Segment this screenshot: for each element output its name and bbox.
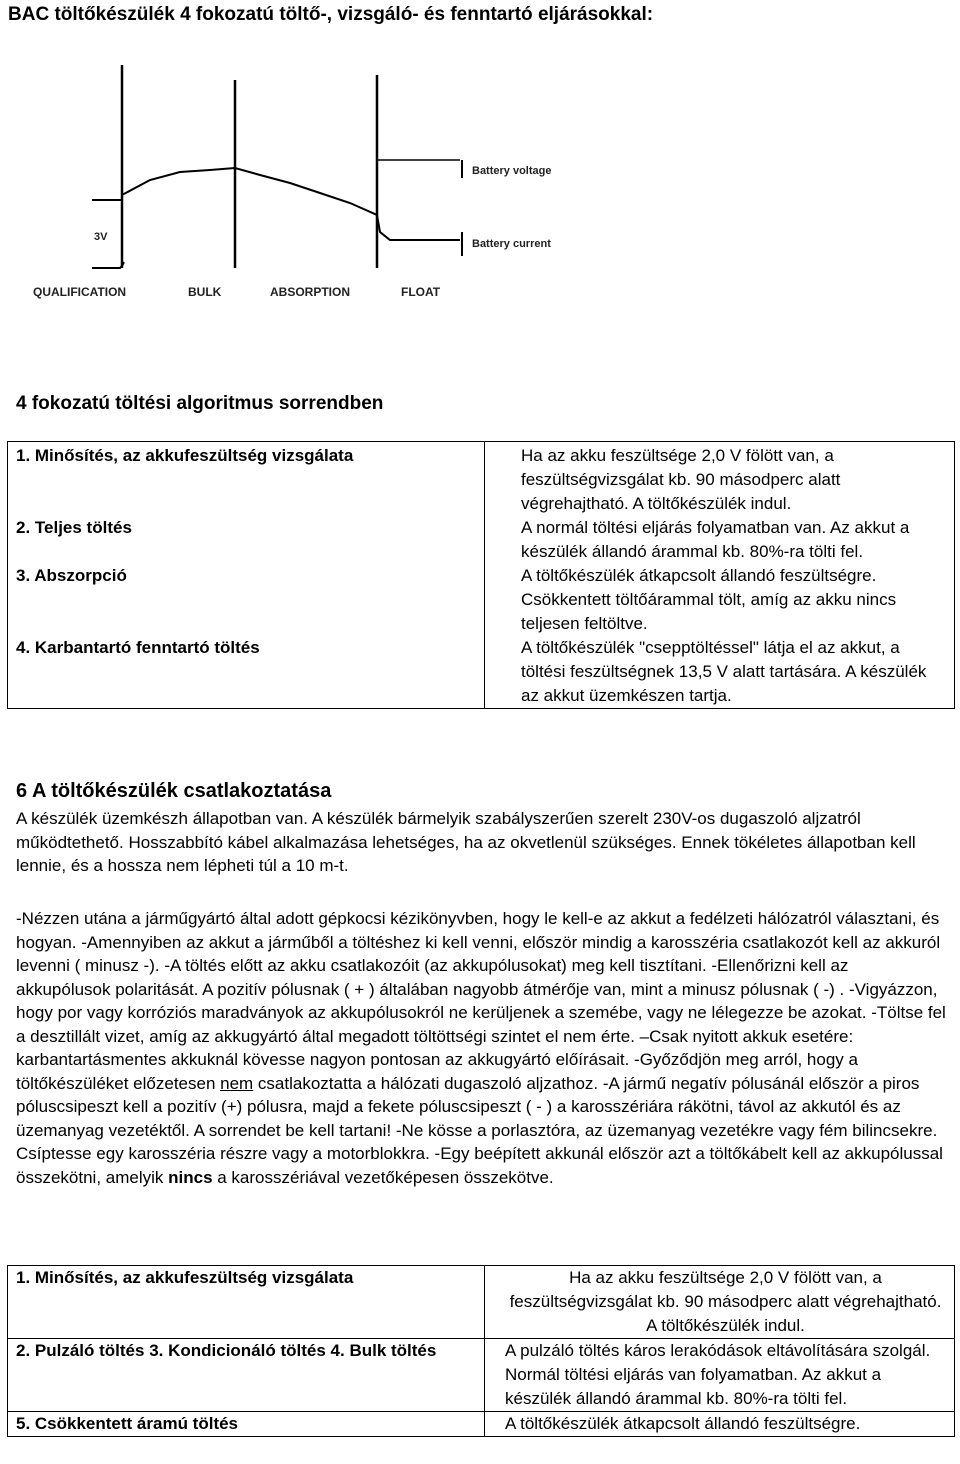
legend-voltage-label: Battery voltage	[472, 165, 552, 177]
table-row	[8, 1266, 955, 1339]
table-cell-step: 5. Csökkentett áramú töltés	[8, 1412, 485, 1437]
phase-label-absorption: ABSORPTION	[270, 285, 351, 299]
table-row	[8, 442, 955, 517]
algorithm-heading: 4 fokozatú töltési algoritmus sorrendben	[16, 393, 384, 414]
table-cell-description: A töltőkészülék "csepptöltéssel" látja el az akkut, a töltési feszültségnek 13,5 V alatt tartására. A készülék az akkut üzemkészen tartja.	[485, 636, 955, 709]
connection-paragraph: A készülék üzemkészh állapotban van. A készülék bármelyik szabályszerűen szerelt 230V-os dugaszoló aljzatról működtethető. Hosszabbító kábel alkalmazása lehetséges, ha az okvetlenül szükséges. Ennek tökéletes állapotban kell lennie, és a hossza nem lépheti túl a 10 m-t.	[16, 809, 916, 875]
page-title: BAC töltőkészülék 4 fokozatú töltő-, vizsgáló- és fenntartó eljárásokkal:	[8, 4, 654, 25]
table-row	[8, 564, 955, 636]
table-cell-step: 1. Minősítés, az akkufeszültség vizsgálata	[8, 1266, 485, 1339]
table-cell-description: A normál töltési eljárás folyamatban van. Az akkut a készülék állandó árammal kb. 80%-ra tölti fel.	[485, 516, 955, 564]
label-3v: 3V	[94, 231, 108, 243]
table-cell-description: A töltőkészülék átkapcsolt állandó feszültségre. Csökkentett töltőárammal tölt, amíg az akku nincs teljesen feltöltve.	[485, 564, 955, 636]
table-cell-description: Ha az akku feszültsége 2,0 V fölött van, a feszültségvizsgálat kb. 90 másodperc alatt végrehajtható. A töltőkészülék indul.	[485, 442, 955, 517]
summary-table	[7, 1265, 955, 1437]
table-cell-step: 2. Teljes töltés	[8, 516, 485, 564]
table-cell-description: A pulzáló töltés káros lerakódások eltávolítására szolgál. Normál töltési eljárás van folyamatban. Az akkut a készülék állandó árammal kb. 80%-ra tölti fel.	[485, 1339, 955, 1412]
instructions-text: -Nézzen utána a járműgyártó által adott gépkocsi kézikönyvben, hogy le kell-e az akkut a fedélzeti hálózatról választani, és hogyan. -Amennyiben az akkut a járműből a töltéshez ki kell venni, először mindig a karosszéria csatlakozót kell az akkuról levenni ( minusz -). -A töltés előtt az akku csatlakozóit (az akkupólusokat) meg kell tisztítani. -Ellenőrizni kell az akkupólusok polaritását. A pozitív pólusnak ( + ) általában nagyobb átmérője van, mint a minusz pólusnak ( -) . -Vigyázzon, hogy por vagy korróziós maradványok az akkupólusokról ne kerüljenek a szemébe, vagy ne lélegezze be azokat. -Töltse fel a desztillált vizet, amíg az akkugyártó által megadott töltöttségi szintet el nem érte. –Csak nyitott akkuk esetére: karbantartásmentes akkuknál kövesse nagyon pontosan az akkugyártó előírásait. -Győződjön meg arról, hogy a töltőkészüléket előzetesen	[16, 909, 946, 1093]
legend-current-label: Battery current	[472, 238, 551, 250]
emphasis-nincs: nincs	[168, 1167, 213, 1187]
table-cell-step: 3. Abszorpció	[8, 564, 485, 636]
phase-label-qualification: QUALIFICATION	[33, 285, 127, 299]
table-cell-description: A töltőkészülék átkapcsolt állandó feszültségre.	[485, 1412, 955, 1437]
table-cell-step: 2. Pulzáló töltés 3. Kondicionáló töltés 4. Bulk töltés	[8, 1339, 485, 1412]
section-heading: 6 A töltőkészülék csatlakoztatása	[16, 780, 332, 802]
instructions-text: a karosszériával vezetőképesen összekötve.	[212, 1167, 554, 1187]
charging-diagram	[0, 40, 960, 320]
table-row	[8, 516, 955, 564]
table-cell-description: Ha az akku feszültsége 2,0 V fölött van, a feszültségvizsgálat kb. 90 másodperc alatt végrehajtható. A töltőkészülék indul.	[485, 1266, 955, 1339]
table-row	[8, 1339, 955, 1412]
algorithm-table	[7, 441, 955, 709]
table-row	[8, 1412, 955, 1437]
voltage-curve	[92, 262, 124, 268]
instructions-text: csatlakoztatta a hálózati dugaszoló aljzathoz. -A jármű negatív pólusánál először a piros póluscsipeszt kell a pozitív (+) pólusra, majd a fekete póluscsipeszt ( - ) a karosszériára rákötni, távol az akkutól és az üzemanyag vezetéktől. A sorrendet be kell tartani! -Ne kösse a porlasztóra, az üzemanyag vezetékre vagy fém bilincsekre. Csíptesse egy karosszéria részre vagy a motorblokkra. -Egy beépített akkunál először azt a töltőkábelt kell az akkupólussal összekötni, amelyik	[16, 1073, 943, 1187]
phase-label-bulk: BULK	[188, 285, 222, 299]
emphasis-nem: nem	[220, 1073, 254, 1093]
table-cell-step: 4. Karbantartó fenntartó töltés	[8, 636, 485, 709]
table-row	[8, 636, 955, 709]
table-cell-step: 1. Minősítés, az akkufeszültség vizsgálata	[8, 442, 485, 517]
instructions-paragraph	[16, 907, 946, 1189]
current-curve	[92, 168, 460, 240]
phase-label-float: FLOAT	[401, 285, 441, 299]
